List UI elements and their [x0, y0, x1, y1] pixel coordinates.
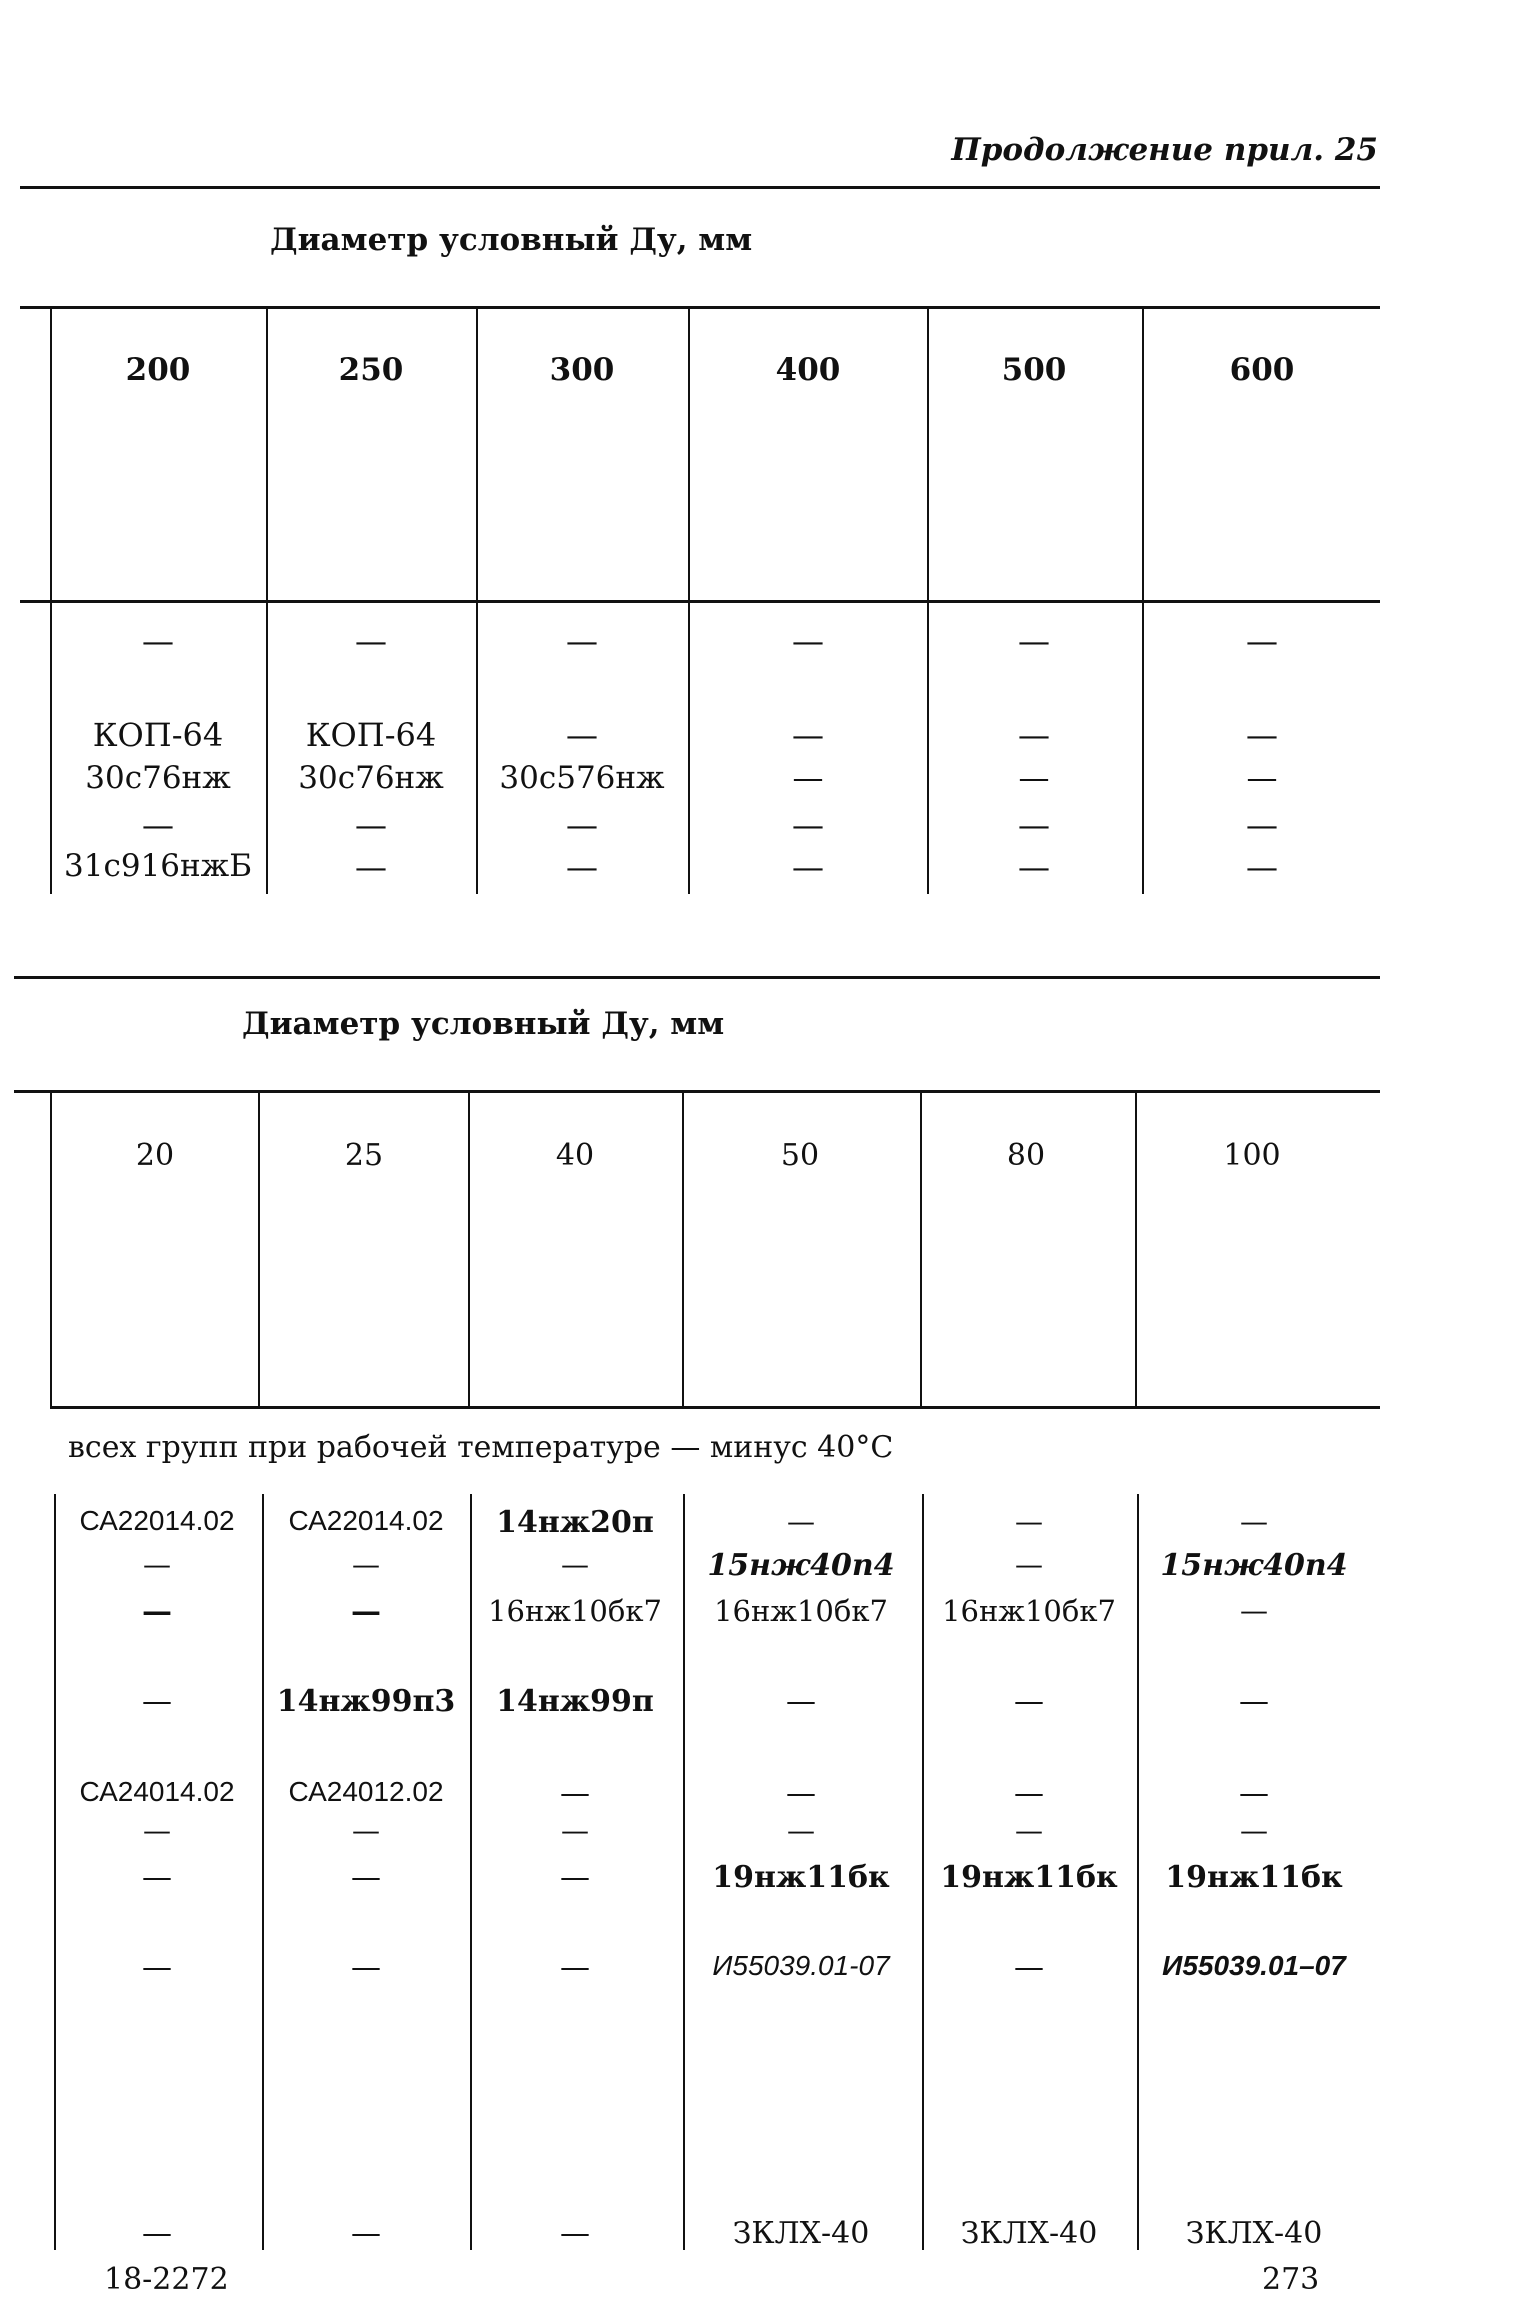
table1-col-line: [476, 306, 478, 894]
table2-cell: —: [1015, 1814, 1043, 1847]
table2-cell: —: [1239, 1684, 1269, 1719]
table2-cell: —: [787, 1814, 815, 1847]
table2-cell: —: [1240, 1814, 1268, 1847]
table2-cell: 19нж11бк: [940, 1860, 1118, 1895]
table2-cell: —: [1015, 1548, 1043, 1581]
table1-header-cell: 500: [1001, 352, 1067, 388]
table2-cell: —: [1240, 1594, 1268, 1627]
top-rule: [20, 186, 1380, 189]
table2-cell: —: [143, 1814, 171, 1847]
table2-body-col-line: [470, 1494, 472, 2250]
table1-cell: —: [1018, 848, 1050, 886]
table2-header-cell: 80: [1006, 1138, 1046, 1173]
table1-cell: 30с76нж: [85, 760, 231, 796]
table2-header-cell: 20: [135, 1138, 175, 1173]
table1-header-cell: 600: [1229, 352, 1295, 388]
table2-cell: —: [560, 1776, 590, 1811]
table1-cell: —: [566, 716, 598, 754]
table2-body-col-line: [262, 1494, 264, 2250]
table1-cell: —: [1246, 716, 1278, 754]
table1-cell: —: [566, 848, 598, 886]
table1-col-line: [50, 306, 52, 894]
table2-col-line: [682, 1090, 684, 1408]
table1-cell: 31с916нжБ: [64, 848, 252, 884]
table1-header-cell: 250: [338, 352, 404, 388]
table2-cell: СА22014.02: [79, 1505, 235, 1536]
table1-cell: —: [792, 848, 824, 886]
table1-title: Диаметр условный Ду, мм: [270, 222, 753, 258]
table2-cell: И55039.01–07: [1162, 1950, 1346, 1981]
table2-body-col-line: [54, 1494, 56, 2250]
table2-cell: СА22014.02: [288, 1505, 444, 1536]
table2-cell: —: [352, 1548, 380, 1581]
table1-cell: —: [792, 760, 824, 796]
table2-cell: 16нж10бк7: [488, 1594, 662, 1628]
table2-cell: —: [1014, 1950, 1044, 1985]
page-number: 273: [1262, 2262, 1320, 2297]
table1-col-line: [688, 306, 690, 894]
table2-cell: —: [786, 1776, 816, 1811]
table2-cell: —: [1014, 1776, 1044, 1811]
table1-col-line: [1142, 306, 1144, 894]
table2-cell: ЗКЛХ-40: [732, 2216, 870, 2251]
table1-header-cell: 300: [549, 352, 615, 388]
table2-col-line: [468, 1090, 470, 1408]
table2-cell: —: [787, 1505, 815, 1538]
table1-cell: —: [1246, 760, 1278, 796]
table2-cell: —: [786, 1684, 816, 1719]
table1-cell: —: [792, 806, 824, 844]
table2-cell: 19нж11бк: [1165, 1860, 1343, 1895]
table2-cell: СА24012.02: [288, 1776, 444, 1807]
table2-cell: —: [143, 1548, 171, 1581]
table1-cell: —: [1246, 806, 1278, 844]
table1-cell: —: [142, 622, 174, 660]
table2-cell: —: [561, 1548, 589, 1581]
table1-cell: —: [792, 622, 824, 660]
table1-cell: КОП-64: [92, 716, 224, 754]
table2-cell: —: [351, 2216, 381, 2251]
table2-cell: —: [561, 1814, 589, 1847]
table1-cell: 30с576нж: [499, 760, 665, 796]
table2-cell: ЗКЛХ-40: [960, 2216, 1098, 2251]
table2-cell: —: [351, 1950, 381, 1985]
table1-cell: —: [1018, 760, 1050, 796]
table1-col-line: [266, 306, 268, 894]
table1-cell: —: [1018, 716, 1050, 754]
table2-cell: 14нж20п: [496, 1505, 654, 1540]
table2-header-cell: 50: [780, 1138, 820, 1173]
table2-header-cell: 25: [344, 1138, 384, 1173]
table2-header-cell: 40: [555, 1138, 595, 1173]
table2-cell: 15нж40п4: [707, 1548, 895, 1583]
table2-cell: —: [560, 1860, 590, 1895]
table2-cell: —: [351, 1860, 381, 1895]
table1-cell: —: [142, 806, 174, 844]
table2-cell: 14нж99п3: [276, 1684, 456, 1719]
page-code: 18-2272: [104, 2262, 229, 2297]
table2-top-rule: [14, 976, 1380, 979]
table2-cell: —: [142, 1684, 172, 1719]
table2-cell: —: [142, 1594, 172, 1629]
table1-cell: КОП-64: [305, 716, 437, 754]
table1-cell: —: [1018, 622, 1050, 660]
table1-header-cell: 200: [125, 352, 191, 388]
table1-cell: —: [566, 806, 598, 844]
table2-cell: —: [1015, 1505, 1043, 1538]
table2-cell: СА24014.02: [79, 1776, 235, 1807]
table1-cell: —: [1018, 806, 1050, 844]
table2-title: Диаметр условный Ду, мм: [242, 1006, 725, 1042]
table1-cell: —: [1246, 622, 1278, 660]
table1-header-bottom-rule: [20, 600, 1380, 603]
table2-body-col-line: [683, 1494, 685, 2250]
table2-col-line: [258, 1090, 260, 1408]
group-note: всех групп при рабочей температуре — минус 40°С: [68, 1430, 894, 1465]
table1-cell: —: [355, 806, 387, 844]
table2-cell: 15нж40п4: [1160, 1548, 1348, 1583]
table2-cell: —: [1014, 1684, 1044, 1719]
table2-cell: —: [142, 1950, 172, 1985]
table2-body-col-line: [1137, 1494, 1139, 2250]
table2-cell: —: [142, 2216, 172, 2251]
table1-cell: —: [566, 622, 598, 660]
table2-cell: —: [560, 1950, 590, 1985]
table2-header-bottom-rule: [50, 1406, 1380, 1409]
table1-header-top-rule: [20, 306, 1380, 309]
table2-cell: —: [351, 1594, 381, 1629]
table1-header-cell: 400: [775, 352, 841, 388]
table2-cell: —: [1239, 1776, 1269, 1811]
table2-header-top-rule: [14, 1090, 1380, 1093]
table2-cell: —: [1240, 1505, 1268, 1538]
table2-cell: И55039.01-07: [712, 1950, 890, 1981]
table2-body-col-line: [922, 1494, 924, 2250]
table2-header-cell: 100: [1223, 1138, 1281, 1173]
table2-cell: 16нж10бк7: [714, 1594, 888, 1628]
table2-col-line: [920, 1090, 922, 1408]
table2-cell: —: [142, 1860, 172, 1895]
table1-cell: 30с76нж: [298, 760, 444, 796]
table2-col-line: [50, 1090, 52, 1408]
table2-cell: 14нж99п: [496, 1684, 654, 1719]
table1-cell: —: [355, 622, 387, 660]
table2-cell: 16нж10бк7: [942, 1594, 1116, 1628]
table1-cell: —: [355, 848, 387, 886]
table1-col-line: [927, 306, 929, 894]
continuation-label: Продолжение прил. 25: [951, 132, 1378, 168]
table2-cell: —: [352, 1814, 380, 1847]
table2-col-line: [1135, 1090, 1137, 1408]
table2-cell: —: [560, 2216, 590, 2251]
table2-cell: ЗКЛХ-40: [1185, 2216, 1323, 2251]
table1-cell: —: [792, 716, 824, 754]
table2-cell: 19нж11бк: [712, 1860, 890, 1895]
table1-cell: —: [1246, 848, 1278, 886]
